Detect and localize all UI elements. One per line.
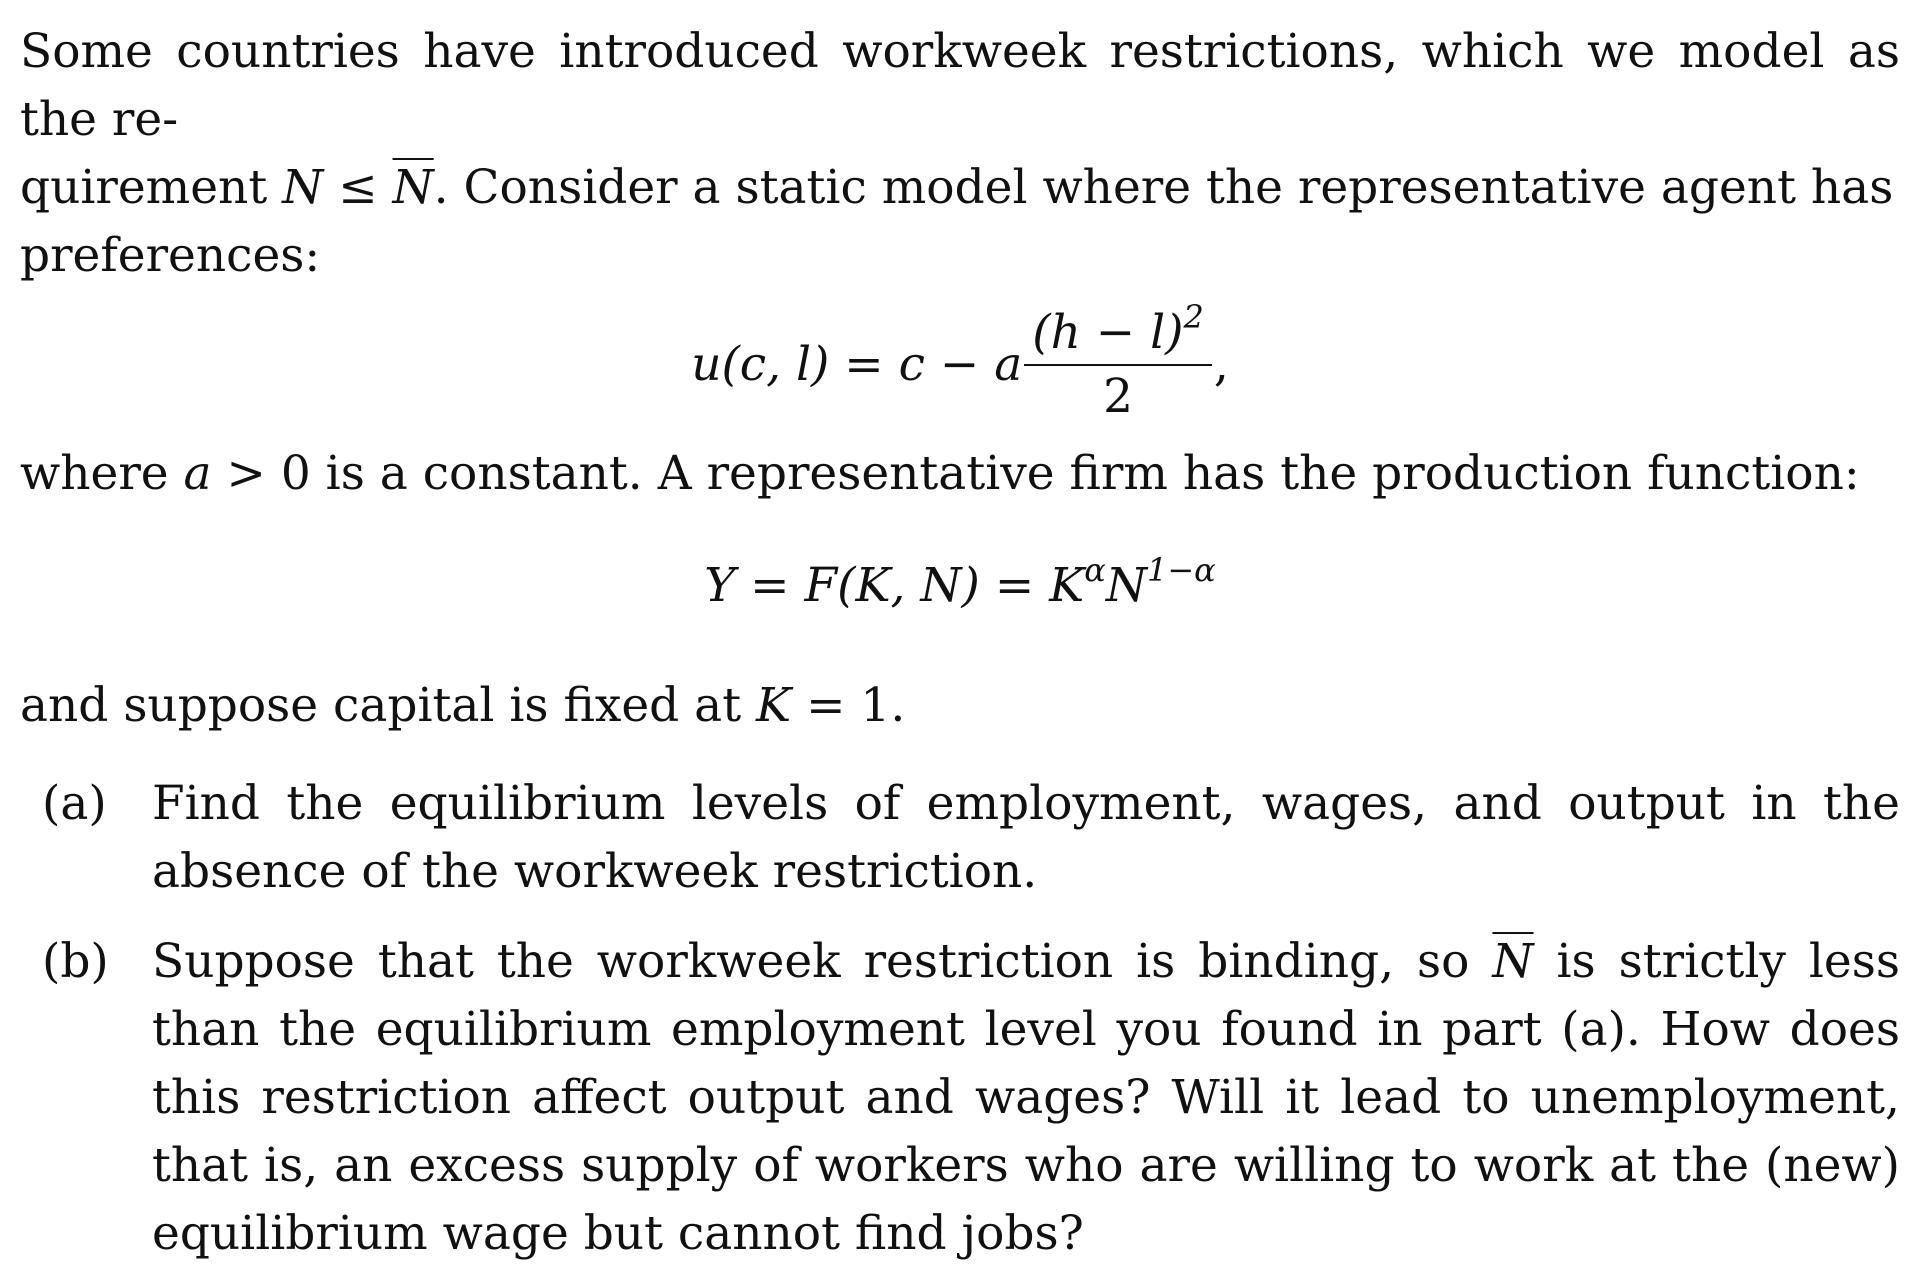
question-a	[42, 770, 1900, 906]
question-b	[42, 928, 1900, 1268]
firm-paragraph	[20, 440, 1900, 508]
capital-k-symbol: K	[756, 678, 792, 733]
production-equation	[20, 546, 1900, 626]
question-b-label: (b)	[42, 934, 109, 989]
n-bar-symbol: $\overline{N}$	[392, 160, 434, 215]
one-minus-alpha-exponent: 1−α	[1147, 551, 1216, 589]
numerator-base: (h − l)	[1032, 305, 1184, 360]
utility-numerator	[1028, 298, 1208, 364]
utility-fraction	[1028, 298, 1208, 428]
problem-document	[20, 18, 1900, 1268]
production-lhs: Y = F(K, N) = K	[704, 558, 1085, 613]
intro-line-2-end: . Consider a static model where the representative agent has	[433, 160, 1894, 215]
alpha-exponent: α	[1084, 551, 1106, 589]
question-a-text: Find the equilibrium levels of employment, wages, and output in the absence of the workweek restriction.	[152, 776, 1900, 899]
utility-trailing-comma: ,	[1213, 337, 1229, 392]
utility-denominator: 2	[1024, 364, 1212, 428]
production-n: N	[1105, 558, 1147, 613]
intro-line-2-start: quirement	[20, 160, 283, 215]
question-b-text-start: Suppose that the workweek restriction is binding, so	[152, 934, 1493, 989]
capital-paragraph	[20, 672, 1900, 740]
capital-text-end: = 1.	[791, 678, 906, 733]
utility-equation	[20, 290, 1900, 440]
question-a-label: (a)	[42, 776, 107, 831]
question-b-body	[152, 928, 1900, 1268]
firm-text-end: > 0 is a constant. A representative firm has the production function:	[211, 446, 1860, 501]
intro-line-1: Some countries have introduced workweek restrictions, which we model as the re-	[20, 24, 1900, 147]
intro-line-3: preferences:	[20, 228, 321, 283]
question-b-text-end: is strictly less than the equilibrium employment level you found in part (a). How does this restriction affect output and wages? Will it lead to unemployment, that is, an excess supply of workers who are willing to work at the (new) equilibrium wage but cannot find jobs?	[152, 934, 1900, 1261]
constraint-math: N ≤	[282, 160, 393, 215]
capital-text-start: and suppose capital is fixed at	[20, 678, 757, 733]
constant-a-symbol: a	[183, 446, 212, 501]
intro-paragraph	[20, 18, 1900, 290]
numerator-exponent: 2	[1183, 298, 1204, 336]
question-b-n-bar: $\overline{N}$	[1492, 934, 1534, 989]
firm-text-start: where	[20, 446, 184, 501]
utility-lhs: u(c, l) = c − a	[691, 337, 1023, 392]
